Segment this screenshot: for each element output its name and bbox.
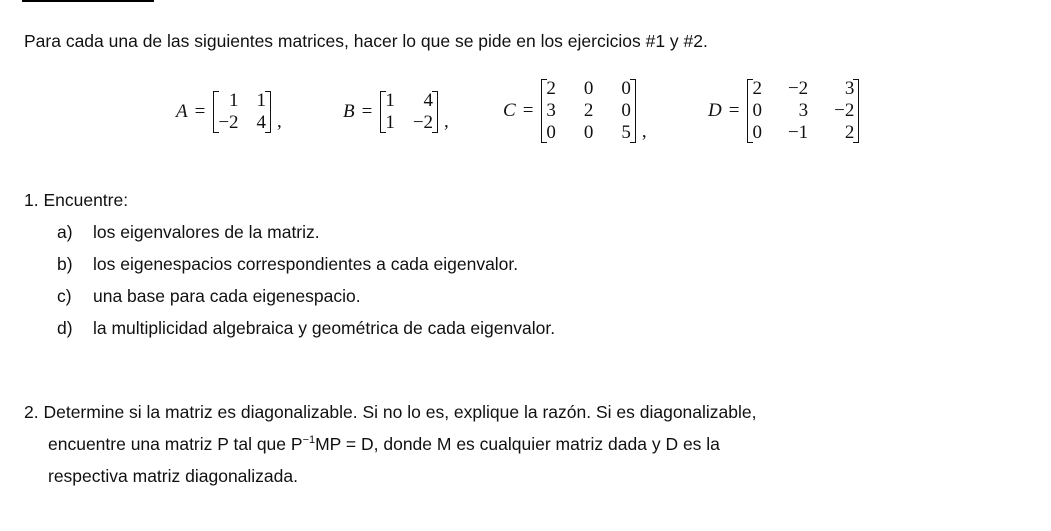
item-text: una base para cada eigenespacio.	[93, 286, 361, 306]
exercise-2-line-2-prefix: encuentre una matriz P tal que P	[48, 434, 303, 454]
matrix-cell: −2	[412, 112, 434, 133]
matrix-c	[503, 79, 647, 143]
matrix-cell: 1	[229, 90, 239, 111]
exercise-2-line-2	[48, 434, 720, 455]
matrix-b-body	[380, 91, 438, 133]
item-text: los eigenvalores de la matriz.	[93, 222, 320, 242]
matrix-cell: 1	[385, 90, 395, 111]
item-letter: b)	[57, 254, 73, 274]
matrix-cell: 0	[583, 78, 594, 99]
matrix-d-name: D	[708, 100, 722, 121]
matrix-cell: 2	[583, 100, 594, 121]
matrix-cell: 0	[752, 100, 762, 121]
matrix-cell: 0	[752, 122, 762, 143]
matrix-c-body	[541, 79, 636, 143]
exercise-2-line-1: 2. Determine si la matriz es diagonalizable. Si no lo es, explique la razón. Si es diagonalizable,	[24, 402, 757, 422]
matrix-cell: 4	[423, 90, 434, 111]
matrix-a-name: A	[176, 101, 188, 122]
comma: ,	[444, 111, 449, 132]
item-text: los eigenespacios correspondientes a cada eigenvalor.	[93, 254, 519, 274]
matrix-cell: 2	[546, 78, 556, 99]
exercise-1-item	[57, 286, 361, 307]
matrix-cell: −1	[787, 122, 809, 143]
equals-sign: =	[194, 101, 206, 122]
matrix-cell: −2	[787, 78, 809, 99]
matrix-d-body	[747, 79, 859, 143]
matrix-cell: 1	[256, 90, 267, 111]
matrix-d	[708, 79, 859, 143]
comma: ,	[641, 121, 647, 142]
exercise-1-item	[57, 222, 320, 243]
matrix-cell: 3	[844, 78, 855, 99]
item-letter: c)	[57, 286, 72, 306]
matrix-cell: 2	[752, 78, 762, 99]
matrix-cell: 4	[256, 112, 267, 133]
matrix-a	[176, 91, 282, 133]
exercise-2-line-2-suffix: MP = D, donde M es cualquier matriz dada y D es la	[315, 434, 720, 454]
exercise-1-item	[57, 318, 555, 339]
matrix-cell: −2	[218, 112, 239, 133]
item-letter: d)	[57, 318, 73, 338]
matrix-c-name: C	[503, 100, 516, 121]
matrix-row	[0, 77, 1051, 163]
matrix-cell: 3	[546, 100, 556, 121]
matrix-b-name: B	[343, 101, 355, 122]
matrix-cell: 2	[844, 122, 855, 143]
matrix-cell: 0	[621, 100, 631, 121]
comma: ,	[277, 111, 282, 132]
exercise-2-line-3: respectiva matriz diagonalizada.	[48, 466, 298, 486]
equals-sign: =	[728, 100, 740, 121]
matrix-cell: −2	[834, 100, 855, 121]
matrix-b	[343, 91, 449, 133]
equals-sign: =	[361, 101, 373, 122]
matrix-cell: 0	[621, 78, 631, 99]
matrix-cell: 3	[798, 100, 809, 121]
item-letter: a)	[57, 222, 73, 242]
matrix-a-body	[213, 91, 271, 133]
exercise-1-title: 1. Encuentre:	[24, 190, 129, 210]
matrix-cell: 0	[583, 122, 594, 143]
matrix-cell: 1	[385, 112, 395, 133]
top-rule	[22, 0, 154, 2]
equals-sign: =	[522, 100, 534, 121]
item-text: la multiplicidad algebraica y geométrica de cada eigenvalor.	[93, 318, 556, 338]
matrix-cell: 0	[546, 122, 556, 143]
intro-text: Para cada una de las siguientes matrices, hacer lo que se pide en los ejercicios #1 y #2.	[24, 31, 708, 51]
inverse-exponent: −1	[302, 434, 316, 446]
matrix-cell: 5	[621, 122, 631, 143]
exercise-1-item	[57, 254, 518, 275]
